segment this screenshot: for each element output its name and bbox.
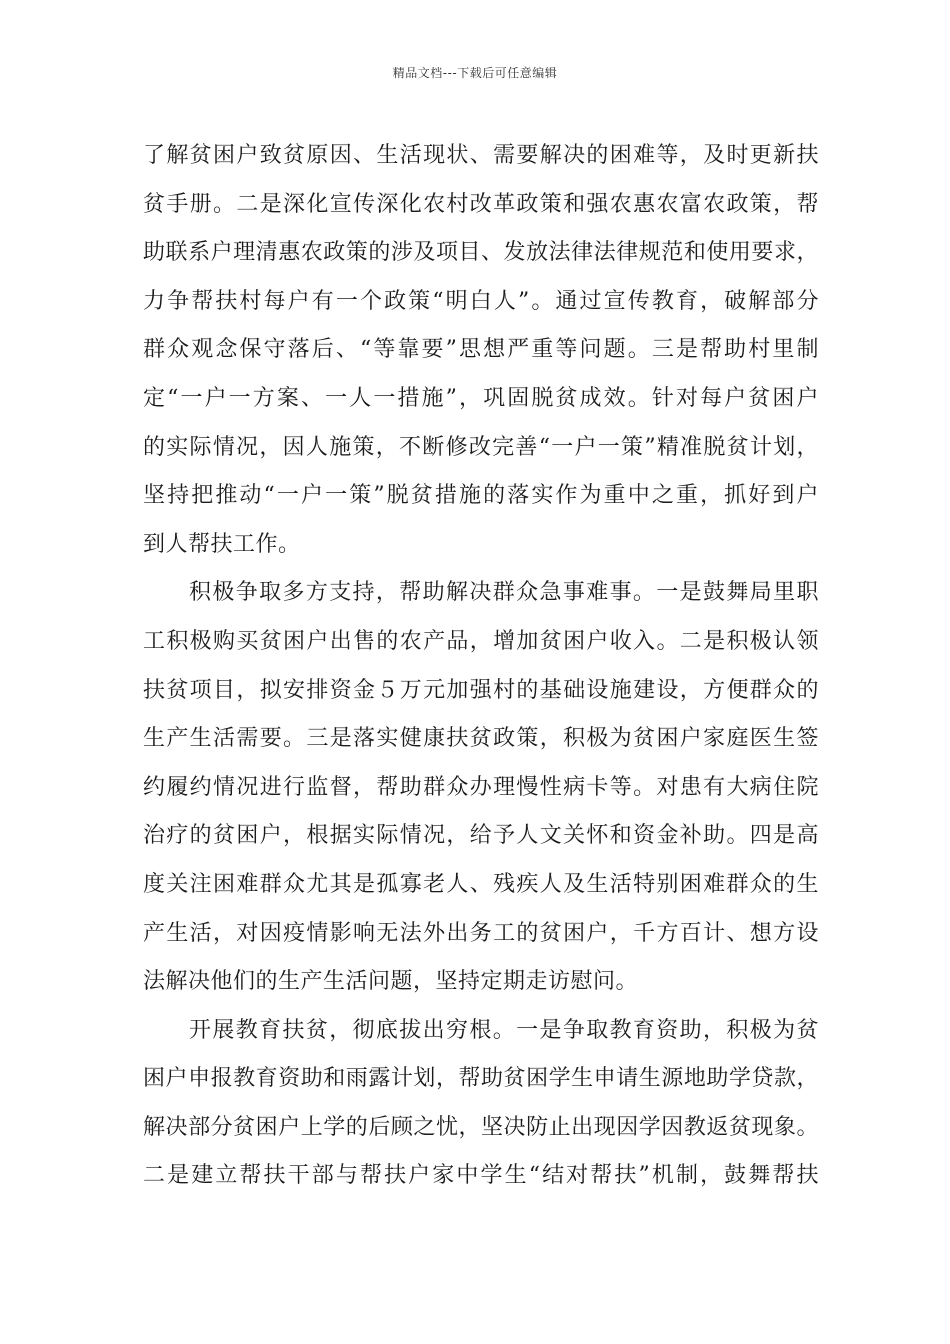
paragraph-1-line: 定“一户一方案、一人一措施”，巩固脱贫成效。针对每户贫困户 <box>143 385 819 411</box>
paragraph-2-line: 治疗的贫困户，根据实际情况，给予人文关怀和资金补助。四是高 <box>143 823 819 849</box>
page-header: 精品文档---下载后可任意编辑 <box>392 66 558 80</box>
paragraph-1-line: 了解贫困户致贫原因、生活现状、需要解决的困难等，及时更新扶 <box>143 143 819 168</box>
paragraph-1-line: 贫手册。二是深化宣传深化农村改革政策和强农惠农富农政策，帮 <box>143 191 819 217</box>
paragraph-2-line: 产生活，对因疫情影响无法外出务工的贫困户，千方百计、想方设 <box>143 920 819 946</box>
document-body <box>143 132 819 1201</box>
paragraph-2-line: 积极争取多方支持，帮助解决群众急事难事。一是鼓舞局里职 <box>189 580 819 606</box>
paragraph-2-line: 生产生活需要。三是落实健康扶贫政策，积极为贫困户家庭医生签 <box>143 726 819 752</box>
paragraph-1-line: 坚持把推动“一户一策”脱贫措施的落实作为重中之重，抓好到户 <box>143 483 819 509</box>
paragraph-1-line: 助联系户理清惠农政策的涉及项目、发放法律法律规范和使用要求， <box>143 240 819 266</box>
paragraph-2-line: 扶贫项目，拟安排资金５万元加强村的基础设施建设，方便群众的 <box>143 677 819 703</box>
paragraph-2-line: 度关注困难群众尤其是孤寡老人、残疾人及生活特别困难群众的生 <box>143 871 819 897</box>
paragraph-3-line: 二是建立帮扶干部与帮扶户家中学生“结对帮扶”机制，鼓舞帮扶 <box>143 1163 819 1189</box>
paragraph-3-line: 解决部分贫困户上学的后顾之忧，坚决防止出现因学因教返贫现象。 <box>143 1114 819 1140</box>
paragraph-2-line: 工积极购买贫困户出售的农产品，增加贫困户收入。二是积极认领 <box>143 628 819 654</box>
paragraph-1-line: 力争帮扶村每户有一个政策“明白人”。通过宣传教育，破解部分 <box>143 288 819 314</box>
paragraph-3-line: 开展教育扶贫，彻底拔出穷根。一是争取教育资助，积极为贫 <box>189 1017 819 1043</box>
paragraph-2-line: 约履约情况进行监督，帮助群众办理慢性病卡等。对患有大病住院 <box>143 774 819 800</box>
paragraph-1-line: 的实际情况，因人施策，不断修改完善“一户一策”精准脱贫计划， <box>143 434 819 460</box>
paragraph-3-line: 困户申报教育资助和雨露计划，帮助贫困学生申请生源地助学贷款， <box>143 1066 819 1092</box>
paragraph-1-line: 到人帮扶工作。 <box>143 531 301 557</box>
paragraph-2-line: 法解决他们的生产生活问题，坚持定期走访慰问。 <box>143 969 639 995</box>
paragraph-1-line: 群众观念保守落后、“等靠要”思想严重等问题。三是帮助村里制 <box>143 337 819 363</box>
